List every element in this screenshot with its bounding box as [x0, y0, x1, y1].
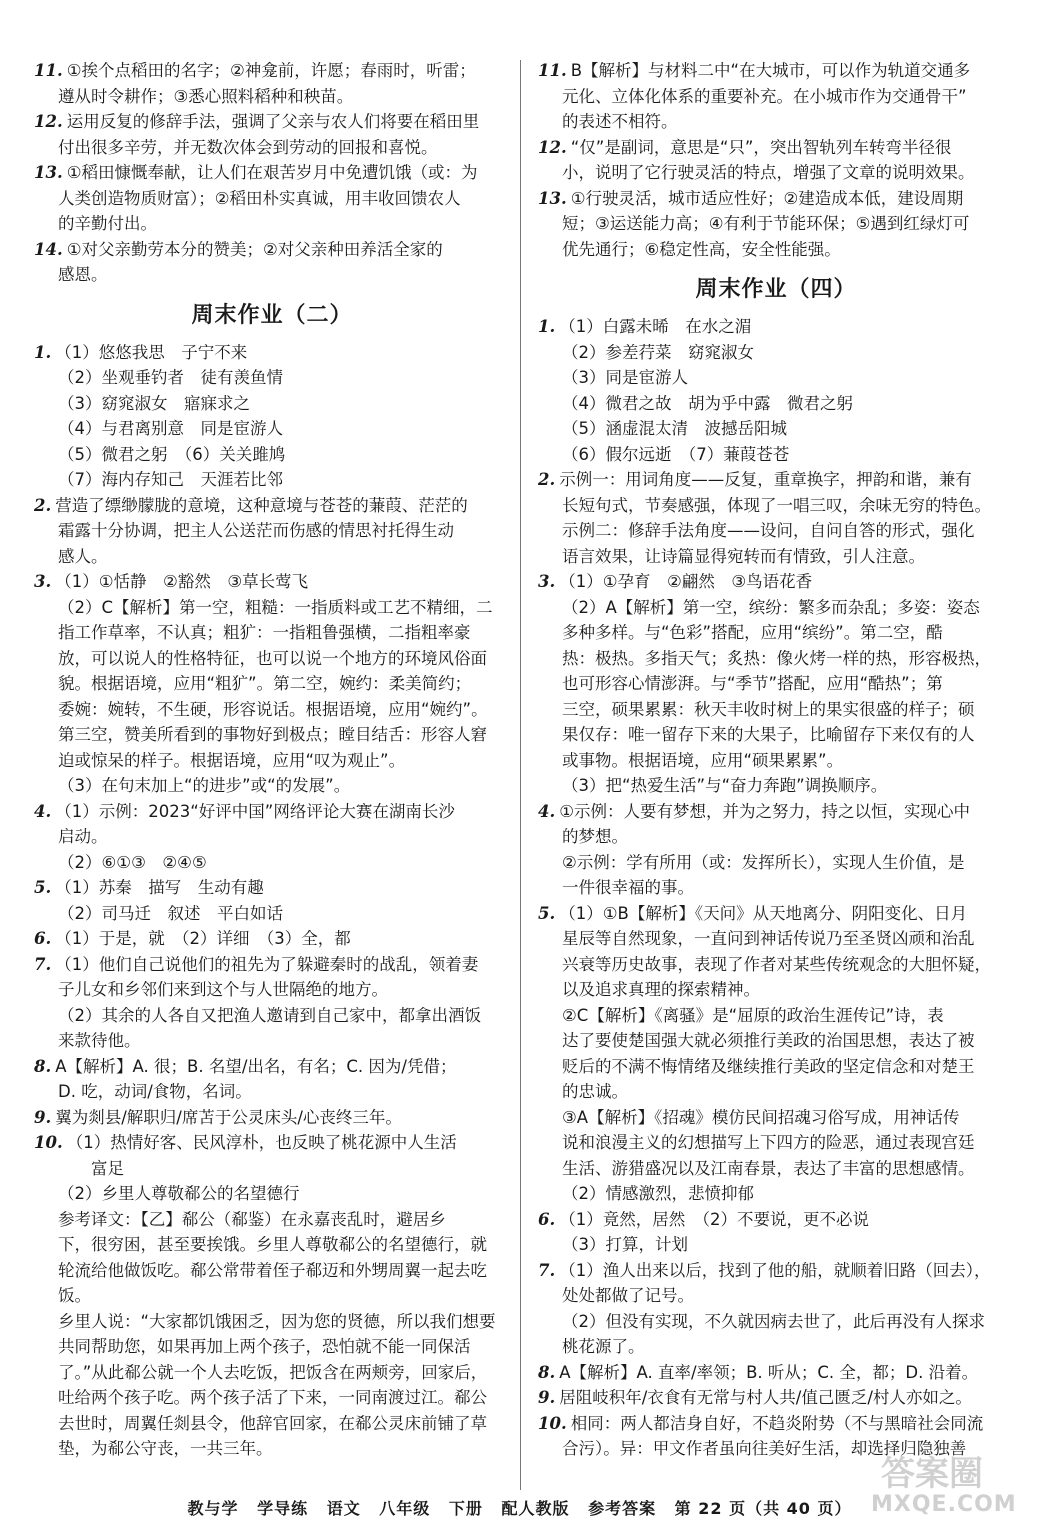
- answer-line: （6）假尔远逝 （7）蒹葭苍苍: [562, 444, 790, 464]
- answer-line: 下，很穷困，甚至要挨饿。乡里人尊敬郗公的名望德行，就: [58, 1235, 487, 1254]
- answer-line: 元化、立体化体系的重要补充。在小城市作为交通骨干”: [562, 86, 967, 106]
- answer-line: 感人。: [58, 546, 108, 566]
- answer-item: [34, 799, 510, 876]
- watermark-url: MXQE.COM: [871, 1492, 1017, 1517]
- answer-item: [34, 1130, 510, 1462]
- answer-line-wrap: [538, 186, 1014, 212]
- answer-line: A【解析】A. 直率/率领；B. 听从；C. 全，都；D. 沿着。: [559, 1362, 979, 1382]
- answer-line: 也可形容心情澎湃。与“季节”搭配，应用“酷热”；第: [562, 674, 943, 693]
- answer-line: 富足: [58, 1158, 124, 1178]
- answer-item: [538, 569, 1014, 799]
- answer-line: 遵从时令耕作；③悉心照料稻种和秧苗。: [58, 86, 354, 106]
- answer-item: [34, 160, 510, 237]
- question-number: 3.: [538, 572, 556, 591]
- question-number: 2.: [538, 470, 556, 489]
- answer-line-wrap: [538, 58, 1014, 84]
- answer-line-wrap: [34, 58, 510, 84]
- question-number: 4.: [538, 801, 556, 821]
- answer-line: 第三空，赞美所看到的事物好到极点；瞠目结舌：形容人窘: [58, 725, 487, 744]
- answer-line: 来款待他。: [58, 1031, 141, 1050]
- section-heading: 周末作业（四）: [695, 277, 857, 302]
- answer-line: （2）⑥①③ ②④⑤: [58, 852, 207, 872]
- answer-item: [538, 467, 1014, 569]
- answer-line-wrap: [34, 493, 510, 519]
- answer-line: 翼为剡县/解职归/席苫于公灵床头/心丧终三年。: [55, 1107, 402, 1127]
- answer-line: 短；③运送能力高；④有利于节能环保；⑤遇到红绿灯可: [562, 214, 970, 233]
- answer-line: A【解析】A. 很；B. 名望/出名，有名；C. 因为/凭借；: [55, 1056, 457, 1076]
- answer-line: 貌。根据语境，应用“粗犷”。第二空，婉约：柔美简约；: [58, 674, 472, 693]
- answer-line: 语言效果，让诗篇显得宛转而有情致，引人注意。: [562, 546, 925, 566]
- answer-line: 示例一：用词角度——反复，重章换字，押韵和谐，兼有: [559, 470, 972, 489]
- question-number: 10.: [34, 1133, 63, 1152]
- answer-line: 星辰等自然现象，一直问到神话传说乃至圣贤凶顽和治乱: [562, 929, 975, 948]
- answer-line: 营造了缥缈朦胧的意境，这种意境与苍苍的蒹葭、茫茫的: [55, 495, 468, 515]
- answer-line: （3）在句末加上“的进步”或“的发展”。: [58, 776, 351, 795]
- answer-line: 生活、游猎盛况以及江南春景，表达了丰富的思想感情。: [562, 1158, 975, 1178]
- answer-line-wrap: [34, 237, 510, 263]
- answer-line: （2）坐观垂钓者 徒有羡鱼情: [58, 368, 283, 387]
- footer-page-number: 第 22 页（共 40 页）: [674, 1499, 852, 1518]
- answer-line: 长短句式，节奏感强，体现了一唱三叹，余味无穷的特色。: [562, 495, 991, 515]
- answer-line-wrap: [34, 160, 510, 186]
- answer-line-wrap: [34, 1105, 510, 1131]
- footer-subject: 语文: [326, 1499, 361, 1518]
- question-number: 8.: [538, 1362, 556, 1382]
- answer-line: 委婉：婉转，不生硬，形容说话。根据语境，应用“婉约”。: [58, 699, 488, 719]
- answer-line: （1）他们自己说他们的祖先为了躲避秦时的战乱，领着妻: [55, 954, 479, 974]
- answer-item: [34, 569, 510, 799]
- answer-line: （3）同是宦游人: [562, 368, 688, 387]
- answer-line: 相同：两人都洁身自好，不趋炎附势（不与黑暗社会同流: [570, 1413, 984, 1433]
- answer-line: 居阻岐积年/衣食有无常与村人共/值己匮乏/村人亦如之。: [559, 1388, 972, 1407]
- question-number: 12.: [34, 112, 63, 131]
- answer-line: （4）与君离别意 同是宦游人: [58, 419, 283, 438]
- answer-line: 指工作草率，不认真；粗犷：一指粗鲁强横，二指粗率豪: [58, 623, 471, 642]
- answer-line: “仅”是副词，意思是“只”，突出智轨列车转弯半径很: [570, 137, 952, 157]
- answer-line-wrap: [538, 135, 1014, 161]
- answer-line: （1）白露未晞 在水之湄: [559, 317, 752, 336]
- question-number: 13.: [538, 188, 567, 208]
- answer-line: ③A【解析】《招魂》模仿民间招魂习俗写成，用神话传: [562, 1107, 960, 1127]
- answer-line: （3）打算，计划: [562, 1235, 688, 1254]
- answer-line: 垫，为郗公守丧，一共三年。: [58, 1439, 273, 1458]
- section-heading: 周末作业（二）: [191, 302, 353, 328]
- answer-line-wrap: [34, 875, 510, 901]
- answer-item: [538, 135, 1014, 186]
- answer-line: 启动。: [58, 827, 108, 846]
- answer-line: 小，说明了它行驶灵活的特点，增强了文章的说明效果。: [562, 163, 975, 182]
- answer-line: （4）微君之故 胡为乎中露 微君之躬: [562, 393, 853, 413]
- answer-line: 的辛勤付出。: [58, 214, 157, 233]
- answer-line: 共同帮助您，如果再加上两个孩子，恐怕就不能一同保活: [58, 1337, 471, 1356]
- answer-line: ②C【解析】《离骚》是“屈原的政治生涯传记”诗，表: [562, 1005, 944, 1025]
- question-number: 6.: [538, 1209, 556, 1229]
- footer-book: 教与学: [187, 1499, 239, 1518]
- answer-line: （1）示例：2023“好评中国”网络评论大赛在湖南长沙: [55, 801, 455, 821]
- answer-line: 果仅存：唯一留存下来的大果子，比喻留存下来仅有的人: [562, 725, 975, 744]
- answer-line: （2）司马迁 叙述 平白如话: [58, 903, 283, 923]
- answer-line: （1）渔人出来以后，找到了他的船，就顺着旧路（回去），: [559, 1260, 991, 1280]
- question-number: 7.: [538, 1260, 556, 1280]
- answer-line: B【解析】与材料二中“在大城市，可以作为轨道交通多: [570, 61, 971, 80]
- answer-line: 一件很幸福的事。: [562, 878, 694, 897]
- watermark-text: 答案圈: [881, 1454, 983, 1494]
- question-number: 11.: [538, 61, 567, 80]
- question-number: 4.: [34, 801, 52, 821]
- answer-line-wrap: [538, 314, 1014, 340]
- answer-line: （3）把“热爱生活”与“奋力奔跑”调换顺序。: [562, 776, 888, 795]
- answer-line: 人类创造物质财富）；②稻田朴实真诚，用丰收回馈农人: [58, 188, 461, 208]
- answer-item: [34, 237, 510, 288]
- question-number: 12.: [538, 137, 567, 157]
- answer-item: [34, 875, 510, 926]
- answer-line: （5）涵虚混太清 波撼岳阳城: [562, 419, 787, 438]
- question-number: 5.: [34, 878, 52, 897]
- question-number: 2.: [34, 495, 52, 515]
- question-number: 6.: [34, 929, 52, 948]
- answer-item: [34, 109, 510, 160]
- answer-line: 了。”从此郗公就一个人去吃饭，把饭含在两颊旁，回家后，: [58, 1362, 488, 1382]
- question-number: 3.: [34, 572, 52, 591]
- answer-line: ①行驶灵活，城市适应性好；②建造成本低，建设周期: [570, 188, 964, 208]
- answer-line: 运用反复的修辞手法，强调了父亲与农人们将要在稻田里: [66, 112, 480, 131]
- answer-line: （2）参差荇菜 窈窕淑女: [562, 342, 754, 362]
- answer-line: D. 吃，动词/食物，名词。: [58, 1082, 252, 1101]
- answer-line-wrap: [538, 1385, 1014, 1411]
- question-number: 8.: [34, 1056, 52, 1076]
- answer-line: 参考译文：【乙】郗公（郗鉴）在永嘉丧乱时，避居乡: [58, 1209, 446, 1229]
- footer-volume: 下册: [448, 1499, 483, 1518]
- answer-line: 霜露十分协调，把主人公送茫而伤感的情思衬托得生动: [58, 521, 454, 540]
- footer-series: 学导练: [257, 1499, 309, 1518]
- answer-item: [538, 314, 1014, 467]
- answer-line: （2）A【解析】第一空，缤纷：繁多而杂乱；多姿：姿态: [562, 597, 980, 617]
- answer-line: （2）但没有实现，不久就因病去世了，此后再没有人探求: [562, 1311, 985, 1331]
- answer-line: 处处都做了记号。: [562, 1286, 694, 1305]
- answer-line-wrap: [538, 1207, 1014, 1233]
- answer-line: （7）海内存知己 天涯若比邻: [58, 470, 283, 489]
- answer-item: [34, 58, 510, 109]
- footer-section: 参考答案: [588, 1499, 657, 1518]
- answer-item: [538, 58, 1014, 135]
- answer-line: ②示例：学有所用（或：发挥所长），实现人生价值，是: [562, 852, 965, 872]
- answer-line: 以及追求真理的探索精神。: [562, 980, 760, 999]
- answer-item: [538, 1360, 1014, 1386]
- answer-line: 轮流给他做饭吃。郗公常带着侄子郗迈和外甥周翼一起去吃饭。: [58, 1260, 487, 1305]
- answer-line: 达了要使楚国强大就必须推行美政的治国思想，表达了被: [562, 1031, 975, 1050]
- answer-item: [34, 493, 510, 570]
- answer-line: （1）①恬静 ②豁然 ③草长莺飞: [55, 572, 309, 591]
- answer-line: （3）窈窕淑女 寤寐求之: [58, 393, 250, 413]
- answer-item: [34, 340, 510, 493]
- answer-line: （2）情感激烈，悲愤抑郁: [562, 1184, 754, 1203]
- answer-line: 吐给两个孩子吃。两个孩子活了下来，一同南渡过江。郗公: [58, 1388, 487, 1407]
- answer-line: 说和浪漫主义的幻想描写上下四方的险恶，通过表现宫廷: [562, 1133, 975, 1152]
- answer-line: （1）①B【解析】《天问》从天地离分、阴阳变化、日月: [559, 903, 968, 923]
- answer-line: 的表述不相符。: [562, 112, 678, 131]
- answer-line: （1）苏秦 描写 生动有趣: [55, 878, 264, 897]
- right-column: [538, 58, 1014, 1462]
- answer-item: [538, 1258, 1014, 1360]
- question-number: 7.: [34, 954, 52, 974]
- column-divider: [520, 60, 521, 1490]
- answer-line: 贬后的不满不悔情绪及继续推行美政的坚定信念和对楚王: [562, 1056, 975, 1076]
- answer-item: [34, 952, 510, 1054]
- answer-line: 或事物。根据语境，应用“硕果累累”。: [562, 750, 844, 770]
- answer-line: （2）C【解析】第一空，粗糙：一指质料或工艺不精细，二: [58, 597, 493, 617]
- answer-line: 多种多样。与“色彩”搭配，应用“缤纷”。第二空，酷: [562, 623, 943, 642]
- answer-line: 热：极热。多指天气；炙热：像火烤一样的热，形容极热，: [562, 648, 991, 668]
- answer-line: 感恩。: [58, 265, 108, 284]
- answer-line-wrap: [34, 952, 510, 978]
- answer-line: ①对父亲勤劳本分的赞美；②对父亲种田养活全家的: [66, 239, 443, 259]
- answer-line-wrap: [538, 901, 1014, 927]
- answer-line: ①示例：人要有梦想，并为之努力，持之以恒，实现心中: [559, 801, 971, 821]
- question-number: 10.: [538, 1413, 567, 1433]
- answer-item: [34, 1105, 510, 1131]
- answer-line: ①挨个点稻田的名字；②神龛前，许愿；春雨时，听雷；: [66, 61, 476, 80]
- answer-line: 迫或惊呆的样子。根据语境，应用“叹为观止”。: [58, 750, 406, 770]
- answer-line-wrap: [538, 1258, 1014, 1284]
- footer-grade: 八年级: [379, 1499, 431, 1518]
- answer-line: （1）热情好客、民风淳朴，也反映了桃花源中人生活: [66, 1133, 457, 1152]
- answer-line-wrap: [34, 926, 510, 952]
- answer-line: （1）悠悠我思 子宁不来: [55, 342, 248, 362]
- answer-line: 合污）。异：甲文作者虽向往美好生活，却选择归隐独善: [562, 1439, 967, 1458]
- answer-line: 放，可以说人的性格特征，也可以说一个地方的环境风俗面: [58, 648, 487, 668]
- answer-line: 三空，硕果累累：秋天丰收时树上的果实很盛的样子；硕: [562, 699, 975, 719]
- answer-line-wrap: [538, 1411, 1014, 1437]
- answer-line-wrap: [34, 799, 510, 825]
- answer-line: 兴衰等历史故事，表现了作者对某些传统观念的大胆怀疑，: [562, 954, 991, 974]
- question-number: 13.: [34, 163, 63, 182]
- answer-item: [34, 926, 510, 952]
- answer-line: 桃花源了。: [562, 1337, 645, 1356]
- answer-line-wrap: [538, 569, 1014, 595]
- answer-line: （2）其余的人各自又把渔人邀请到自己家中，都拿出酒饭: [58, 1005, 481, 1025]
- question-number: 9.: [34, 1107, 52, 1127]
- footer-edition: 配人教版: [501, 1499, 570, 1518]
- answer-item: [538, 186, 1014, 263]
- question-number: 1.: [538, 317, 556, 336]
- answer-line: 子儿女和乡邻们来到这个与人世隔绝的地方。: [58, 980, 388, 999]
- watermark-logo: [871, 1446, 1021, 1526]
- answer-line: 示例二：修辞手法角度——设问，自问自答的形式，强化: [562, 521, 975, 540]
- question-number: 1.: [34, 342, 52, 362]
- answer-line-wrap: [34, 340, 510, 366]
- answer-line-wrap: [538, 467, 1014, 493]
- answer-line: 优先通行；⑥稳定性高，安全性能强。: [562, 239, 841, 259]
- answer-line: （5）微君之躬 （6）关关雎鸠: [58, 444, 286, 464]
- answer-line: ①稻田慷慨奉献，让人们在艰苦岁月中免遭饥饿（或：为: [66, 163, 478, 182]
- left-column: [34, 58, 510, 1462]
- answer-line-wrap: [34, 1054, 510, 1080]
- answer-line: 的忠诚。: [562, 1082, 628, 1101]
- answer-line: （1）于是，就 （2）详细 （3）全，都: [55, 929, 351, 948]
- answer-item: [538, 1207, 1014, 1258]
- answer-line-wrap: [34, 109, 510, 135]
- answer-line: （1）竟然，居然 （2）不要说，更不必说: [559, 1209, 869, 1229]
- answer-line-wrap: [538, 799, 1014, 825]
- question-number: 14.: [34, 239, 63, 259]
- answer-line: 付出很多辛劳，并无数次体会到劳动的回报和喜悦。: [58, 137, 438, 157]
- answer-line-wrap: [538, 1360, 1014, 1386]
- answer-line: 去世时，周翼任剡县令，他辞官回家，在郗公灵床前铺了草: [58, 1413, 487, 1433]
- question-number: 11.: [34, 61, 63, 80]
- answer-line-wrap: [34, 569, 510, 595]
- answer-item: [538, 1385, 1014, 1411]
- answer-line: （2）乡里人尊敬郗公的名望德行: [58, 1184, 300, 1203]
- answer-item: [34, 1054, 510, 1105]
- answer-line: （1）①孕育 ②翩然 ③鸟语花香: [559, 572, 813, 591]
- question-number: 5.: [538, 903, 556, 923]
- answer-line-wrap: [34, 1130, 510, 1156]
- answer-line: 乡里人说：“大家都饥饿困乏，因为您的贤德，所以我们想要: [58, 1311, 496, 1331]
- question-number: 9.: [538, 1388, 556, 1407]
- answer-line: 的梦想。: [562, 827, 628, 846]
- answer-item: [538, 799, 1014, 901]
- answer-item: [538, 901, 1014, 1207]
